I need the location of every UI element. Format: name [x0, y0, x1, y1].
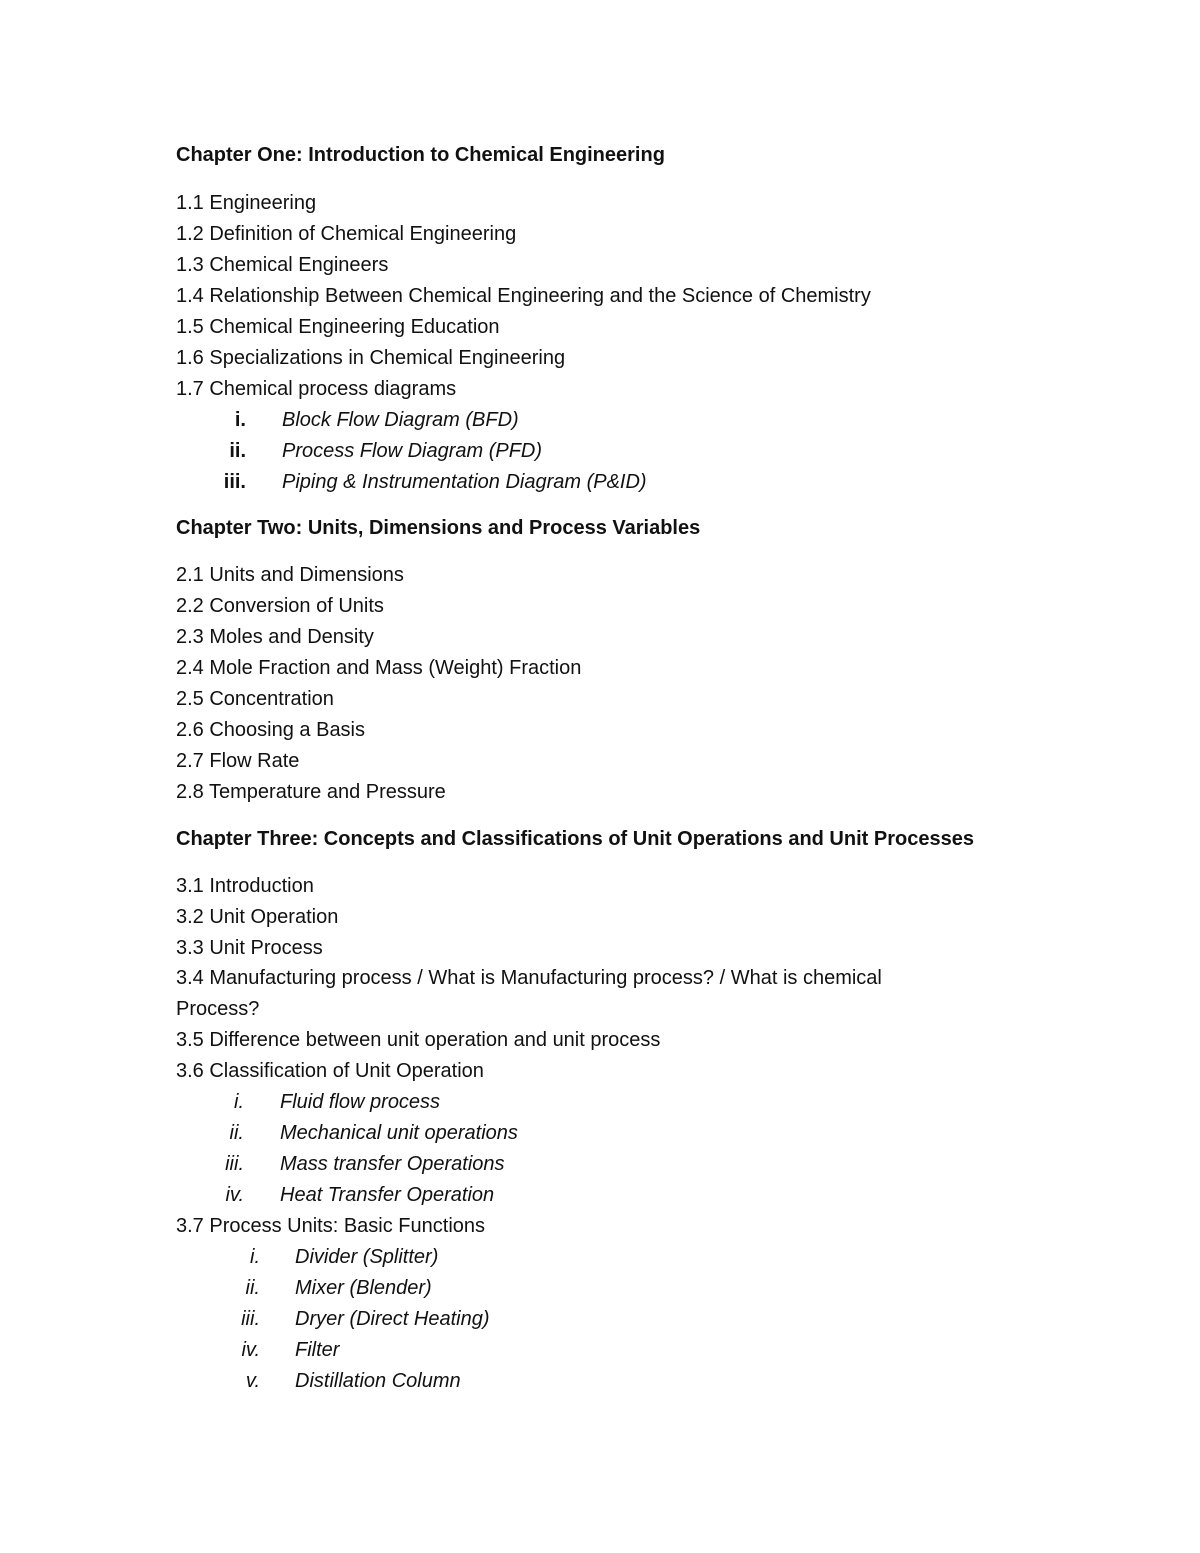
- sub-item-text: Mechanical unit operations: [280, 1122, 518, 1144]
- list-item: 3.6 Classification of Unit Operation: [176, 1060, 484, 1082]
- sub-item-number: i.: [234, 409, 246, 431]
- sub-item-text: Divider (Splitter): [295, 1246, 439, 1268]
- sub-item-text: Process Flow Diagram (PFD): [282, 440, 543, 462]
- sub-item-number: ii.: [229, 1122, 244, 1144]
- list-item: 2.1 Units and Dimensions: [176, 564, 404, 586]
- sub-item-text: Piping & Instrumentation Diagram (P&ID): [282, 471, 647, 493]
- list-item: 2.3 Moles and Density: [176, 626, 374, 648]
- list-item: 2.5 Concentration: [176, 688, 334, 710]
- list-item: 2.6 Choosing a Basis: [176, 719, 366, 741]
- sub-item-number: ii.: [229, 440, 246, 462]
- list-item: 1.4 Relationship Between Chemical Engineering and the Science of Chemistry: [176, 285, 871, 307]
- list-item: 1.5 Chemical Engineering Education: [176, 316, 500, 338]
- list-item: 1.3 Chemical Engineers: [176, 254, 389, 276]
- list-item: 1.7 Chemical process diagrams: [176, 378, 457, 400]
- sub-item-text: Mass transfer Operations: [280, 1153, 505, 1175]
- sub-item-number: iii.: [223, 471, 246, 493]
- sub-item-number: iii.: [225, 1153, 244, 1175]
- sub-item-number: ii.: [245, 1277, 260, 1299]
- sub-item-text: Heat Transfer Operation: [280, 1184, 495, 1206]
- sub-item-text: Distillation Column: [295, 1370, 461, 1392]
- sub-item-number: v.: [245, 1370, 260, 1392]
- chapter-one-heading: Chapter One: Introduction to Chemical Engineering: [176, 144, 665, 166]
- list-item: 3.3 Unit Process: [176, 937, 323, 959]
- sub-item-text: Fluid flow process: [280, 1091, 441, 1113]
- list-item: 3.4 Manufacturing process / What is Manufacturing process? / What is chemical: [176, 967, 882, 989]
- list-item: 1.1 Engineering: [176, 192, 317, 214]
- sub-item-number: iv.: [241, 1339, 260, 1361]
- sub-item-text: Dryer (Direct Heating): [295, 1308, 490, 1330]
- list-item: 1.2 Definition of Chemical Engineering: [176, 223, 517, 245]
- list-item: 3.7 Process Units: Basic Functions: [176, 1215, 486, 1237]
- sub-item-number: i.: [250, 1246, 260, 1268]
- sub-item-text: Mixer (Blender): [295, 1277, 432, 1299]
- sub-item-text: Filter: [295, 1339, 340, 1361]
- chapter-two-heading: Chapter Two: Units, Dimensions and Process Variables: [176, 517, 701, 539]
- sub-item-number: iii.: [241, 1308, 260, 1330]
- chapter-three-heading: Chapter Three: Concepts and Classifications of Unit Operations and Unit Processes: [176, 828, 974, 850]
- sub-item-number: i.: [234, 1091, 244, 1113]
- list-item: 1.6 Specializations in Chemical Engineering: [176, 347, 566, 369]
- list-item: 2.2 Conversion of Units: [176, 595, 384, 617]
- list-item: 3.1 Introduction: [176, 875, 314, 897]
- sub-item-text: Block Flow Diagram (BFD): [282, 409, 519, 431]
- list-item: 3.5 Difference between unit operation and unit process: [176, 1029, 661, 1051]
- list-item: 2.7 Flow Rate: [176, 750, 300, 772]
- list-item: 2.4 Mole Fraction and Mass (Weight) Fraction: [176, 657, 582, 679]
- list-item-continuation: Process?: [176, 998, 260, 1020]
- list-item: 2.8 Temperature and Pressure: [176, 781, 446, 803]
- sub-item-number: iv.: [225, 1184, 244, 1206]
- list-item: 3.2 Unit Operation: [176, 906, 339, 928]
